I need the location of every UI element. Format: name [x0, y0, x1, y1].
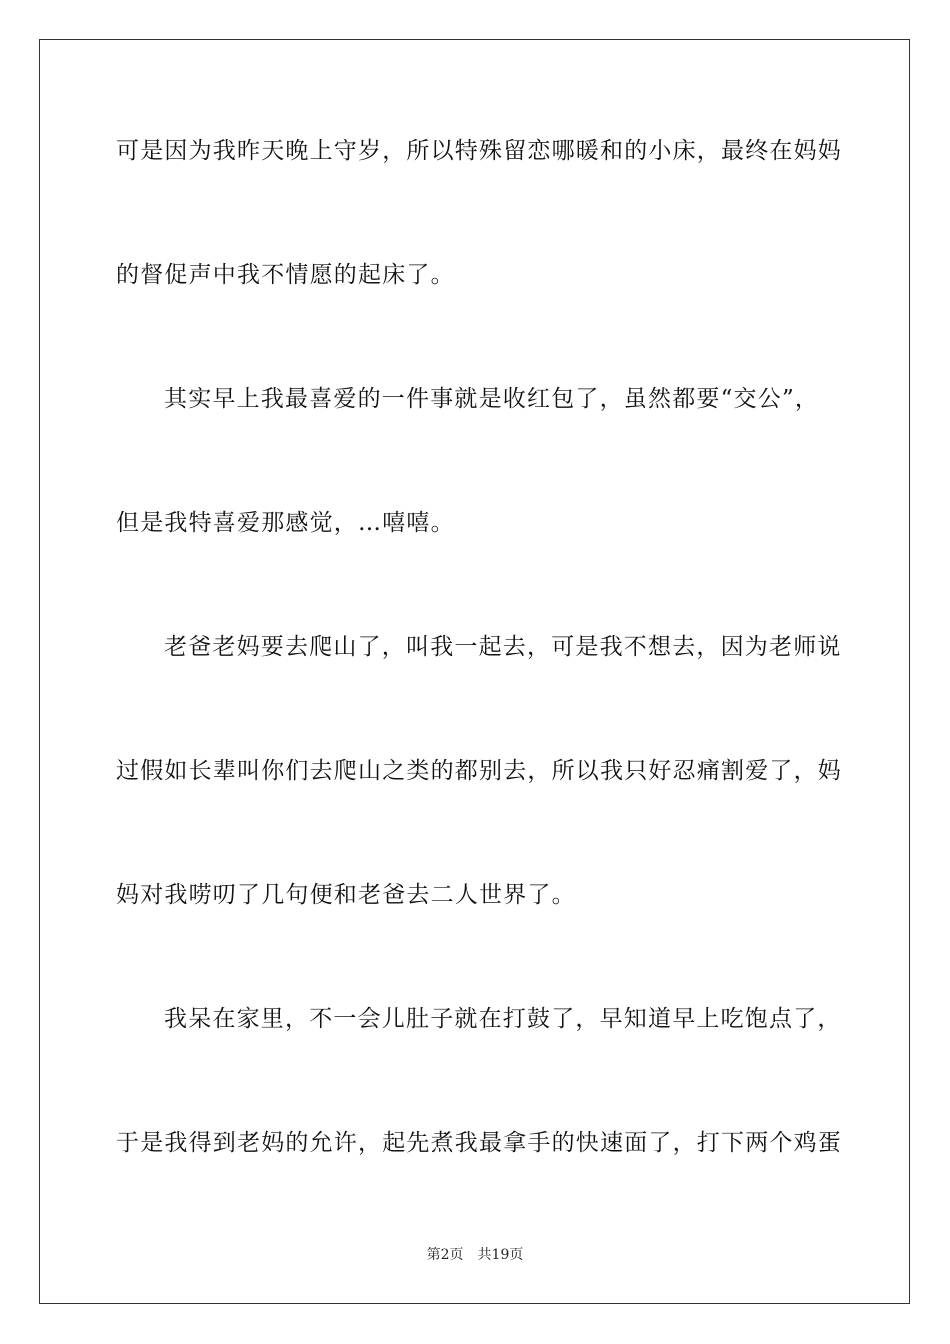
- page-total: 共19页: [477, 1247, 524, 1263]
- text-line: 但是我特喜爱那感觉，…嘻嘻。: [116, 510, 455, 536]
- text-line: 我呆在家里，不一会儿肚子就在打鼓了，早知道早上吃饱点了，: [164, 1006, 842, 1032]
- text-line: 可是因为我昨天晚上守岁，所以特殊留恋哪暖和的小床，最终在妈妈: [116, 138, 842, 164]
- page-border: [39, 39, 910, 1304]
- page-footer: [0, 1246, 950, 1264]
- text-line: 妈对我唠叨了几句便和老爸去二人世界了。: [116, 882, 576, 908]
- text-line: 的督促声中我不情愿的起床了。: [116, 262, 455, 288]
- text-line: 于是我得到老妈的允许，起先煮我最拿手的快速面了，打下两个鸡蛋: [116, 1130, 842, 1156]
- text-line: 其实早上我最喜爱的一件事就是收红包了，虽然都要“交公”，: [164, 386, 820, 412]
- text-line: 老爸老妈要去爬山了，叫我一起去，可是我不想去，因为老师说: [164, 634, 842, 660]
- text-line: 过假如长辈叫你们去爬山之类的都别去，所以我只好忍痛割爱了，妈: [116, 758, 842, 784]
- page-number: 第2页: [426, 1247, 464, 1263]
